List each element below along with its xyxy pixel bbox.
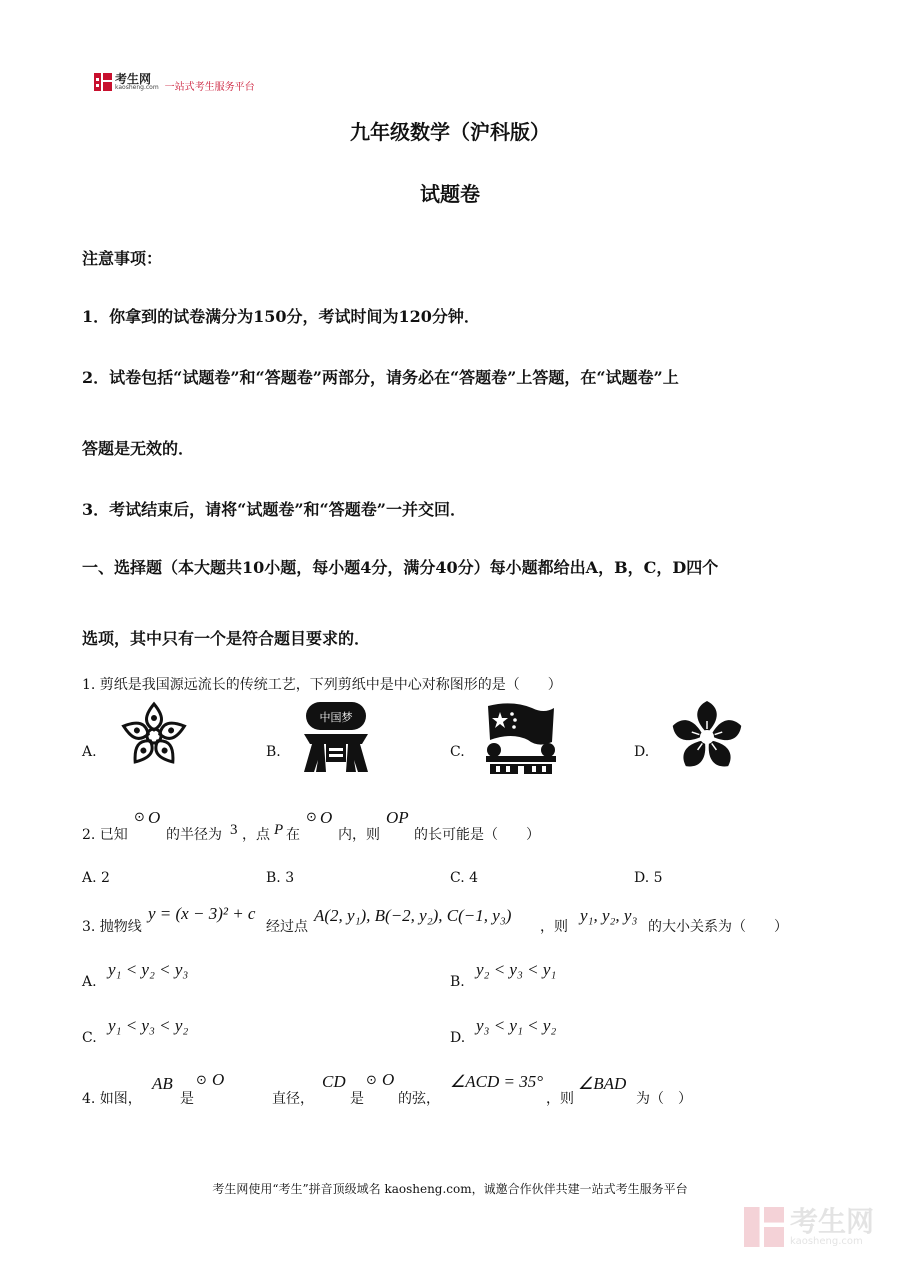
q4-chord-text: 的弦，: [398, 1091, 440, 1107]
q2-op: OP: [386, 808, 409, 827]
notice-item-2-line1: 2．试卷包括“试题卷”和“答题卷”两部分，请务必在“答题卷”上答题，在“试题卷”上: [82, 368, 679, 387]
q2-num: 2. 已知: [82, 827, 128, 843]
q3-points: A(2, y₁), B(−2, y₂), C(−1, y₃): [314, 906, 512, 925]
kaosheng-logo-icon: [94, 73, 112, 91]
q4-circle-symbol: ⊙: [196, 1073, 207, 1088]
watermark-domain: kaosheng.com: [789, 1235, 863, 1247]
q4-is-1: 是: [180, 1091, 194, 1107]
q4-o: O: [212, 1070, 225, 1089]
q2-text-3: 在: [286, 827, 300, 843]
q2-text-2: ，点: [242, 827, 270, 843]
q2-p: P: [274, 822, 284, 838]
q3-vars: y₁, y₂, y₃: [580, 906, 638, 925]
q3-option-c-expr: y₁ < y₃ < y₂: [108, 1016, 189, 1035]
q1-option-b-papercut-icon: [298, 700, 374, 774]
q4-o-2: O: [382, 1070, 395, 1089]
q1-option-b-badge-text: 中国梦: [319, 711, 353, 724]
watermark-logo-icon: [744, 1207, 784, 1247]
q3-text-2: ，则: [540, 919, 568, 935]
notice-item-2-line2: 答题是无效的．: [82, 439, 195, 458]
watermark-name: 考生网: [789, 1204, 874, 1238]
q1-option-c-papercut-icon: [482, 702, 560, 774]
page-title: 九年级数学（沪科版）: [350, 120, 550, 144]
q3-option-a-label: A.: [82, 974, 97, 990]
notice-heading: 注意事项：: [82, 249, 163, 268]
q4-num: 4. 如图，: [82, 1091, 142, 1107]
q2-option-a: A. 2: [82, 870, 110, 886]
notice-item-3: 3．考试结束后，请将“试题卷”和“答题卷”一并交回．: [82, 500, 466, 519]
q2-text-4: 内，则: [338, 827, 380, 843]
q1-option-c-label: C.: [450, 744, 465, 760]
q2-radius: 3: [230, 822, 238, 838]
q3-equation: y = (x − 3)² + c: [148, 904, 256, 923]
q4-then: ，则: [546, 1091, 574, 1107]
q1-option-a-label: A.: [82, 744, 97, 760]
logo-slogan: 一站式考生服务平台: [164, 81, 255, 93]
q2-text-1: 的半径为: [166, 827, 222, 843]
q3-option-d-label: D.: [450, 1030, 466, 1046]
logo-domain: kaosheng.com: [115, 84, 159, 91]
notice-item-1: 1．你拿到的试卷满分为150分，考试时间为120分钟．: [82, 307, 480, 326]
q1-option-b-label: B.: [266, 744, 281, 760]
q2-option-b: B. 3: [266, 870, 295, 886]
logo-name: 考生网: [115, 72, 152, 86]
header-logo: [94, 71, 255, 93]
q2-circle-symbol-2: ⊙: [306, 810, 317, 825]
q4-diameter-text: 直径，: [272, 1091, 314, 1107]
q3-text-1: 经过点: [266, 919, 308, 935]
q2-option-d: D. 5: [634, 870, 663, 886]
q3-option-b-label: B.: [450, 974, 465, 990]
q3-option-d-expr: y₃ < y₁ < y₂: [476, 1016, 557, 1035]
q4-is-2: 是: [350, 1091, 364, 1107]
q1-stem: 1. 剪纸是我国源远流长的传统工艺，下列剪纸中是中心对称图形的是（ ）: [82, 677, 562, 693]
q2-text-5: 的长可能是（ ）: [414, 827, 540, 843]
page-footer: 考生网使用“考生”拼音顶级域名 kaosheng.com，诚邀合作伙伴共建一站式考生服务平台: [212, 1182, 688, 1196]
q3-num: 3. 抛物线: [82, 919, 142, 935]
q1-option-d-flower-icon: [670, 700, 744, 774]
q2-o: O: [148, 808, 161, 827]
q4-angle-2: ∠BAD: [578, 1074, 627, 1093]
q3-option-c-label: C.: [82, 1030, 97, 1046]
watermark: [744, 1204, 874, 1247]
q1-option-a-flower-icon: [118, 700, 190, 772]
section1-line2: 选项，其中只有一个是符合题目要求的．: [82, 629, 371, 648]
q3-option-b-expr: y₂ < y₃ < y₁: [476, 960, 557, 979]
q2-option-c: C. 4: [450, 870, 479, 886]
q4-tail: 为（ ）: [636, 1091, 692, 1107]
q3-text-3: 的大小关系为（ ）: [648, 919, 788, 935]
q4-cd: CD: [322, 1072, 346, 1091]
q3-option-a-expr: y₁ < y₂ < y₃: [108, 960, 189, 979]
section1-line1: 一、选择题（本大题共10小题，每小题4分，满分40分）每小题都给出A，B，C，D四个: [82, 558, 719, 577]
q1-option-d-label: D.: [634, 744, 650, 760]
q2-circle-symbol: ⊙: [134, 810, 145, 825]
q4-ab: AB: [152, 1074, 173, 1093]
q4-angle: ∠ACD = 35°: [450, 1072, 544, 1091]
q4-circle-symbol-2: ⊙: [366, 1073, 377, 1088]
page-subtitle: 试题卷: [420, 182, 480, 206]
q2-o-2: O: [320, 808, 333, 827]
